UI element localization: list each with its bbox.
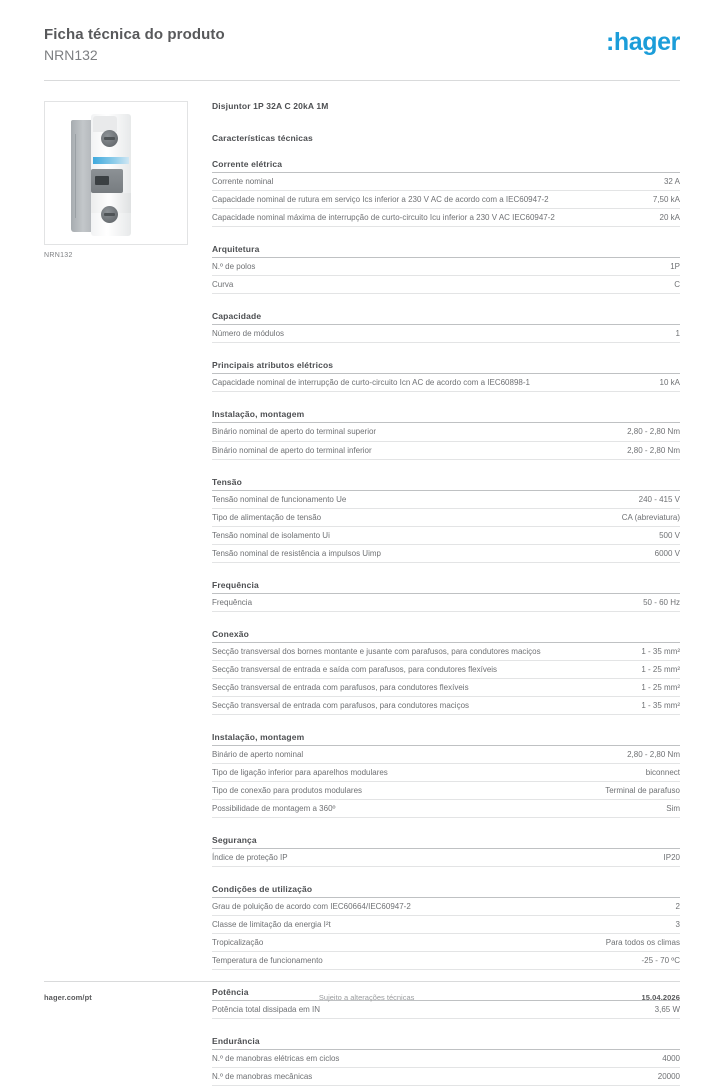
spec-row [212,594,680,612]
spec-row-label: N.º de manobras mecânicas [212,1072,313,1082]
spec-row-label: Número de módulos [212,329,285,339]
spec-row-value: 2 [675,901,680,911]
spec-row [212,898,680,916]
spec-row [212,764,680,782]
spec-row-value: 2,80 - 2,80 Nm [627,427,680,437]
spec-group [212,732,680,818]
footer-disclaimer: Sujeito a alterações técnicas [318,993,415,1002]
header-titles [44,26,225,64]
header-divider [44,80,680,81]
spec-row-value: 2,80 - 2,80 Nm [627,445,680,455]
spec-group [212,580,680,612]
spec-row-value: 32 A [663,177,680,187]
product-name: Disjuntor 1P 32A C 20kA 1M [212,101,329,112]
breaker-status-window [95,176,109,185]
spec-row-label: Tropicalização [212,938,264,948]
spec-row-value: 240 - 415 V [638,494,680,504]
spec-row-value: CA (abreviatura) [621,512,680,522]
spec-group-heading: Potência [212,987,680,1001]
spec-row-value: -25 - 70 ºC [641,956,680,966]
spec-row-label: Binário nominal de aperto do terminal superior [212,427,377,437]
spec-group [212,360,680,392]
spec-row-value: 20 kA [659,213,680,223]
spec-group-heading: Tensão [212,477,680,491]
product-image-column [44,101,190,259]
spec-row-label: Binário de aperto nominal [212,749,304,759]
specifications-column [212,101,680,1086]
product-image [44,101,188,245]
spec-group [212,244,680,294]
spec-group-heading: Endurância [212,1036,680,1050]
circuit-breaker-illustration [71,114,145,236]
spec-row-label: Secção transversal de entrada e saída com parafusos, para condutores flexíveis [212,664,498,674]
spec-row-value: 3 [675,920,680,929]
spec-row [212,325,680,343]
spec-row-label: Tipo de alimentação de tensão [212,512,322,522]
spec-row [212,849,680,867]
spec-row [212,916,680,934]
spec-row [212,746,680,764]
spec-group [212,835,680,867]
spec-row-value: 7,50 kA [652,195,680,205]
spec-row-value: 4000 [662,1054,680,1064]
product-image-caption: NRN132 [44,252,73,260]
spec-row-value: Para todos os climas [605,938,680,948]
spec-row-label: Possibilidade de montagem a 360º [212,803,336,813]
spec-row [212,800,680,818]
page-footer [44,981,680,1002]
spec-row [212,661,680,679]
spec-group [212,477,680,563]
spec-group [212,1036,680,1086]
spec-row-label: Tipo de conexão para produtos modulares [212,785,363,795]
spec-row-label: Binário nominal de aperto do terminal inferior [212,445,372,455]
footer-date: 15.04.2026 [641,993,680,1002]
spec-row-label: Secção transversal de entrada com parafusos, para condutores flexíveis [212,682,469,692]
spec-group-heading: Instalação, montagem [212,409,680,423]
spec-row [212,643,680,661]
footer-website-link[interactable]: hager.com/pt [44,993,92,1002]
spec-row [212,1001,680,1019]
spec-row-label: Temperatura de funcionamento [212,956,323,966]
spec-group-heading: Arquitetura [212,244,680,258]
spec-group-heading: Condições de utilização [212,884,680,898]
spec-row-value: 1 - 25 mm² [641,682,680,692]
specifications-title: Características técnicas [212,133,313,144]
brand-name: hager [613,28,680,56]
spec-row-value: 1 [675,329,680,339]
spec-row-label: Tensão nominal de resistência a impulsos Uimp [212,548,381,558]
spec-row-label: Potência total dissipada em IN [212,1005,321,1015]
spec-row-value: Terminal de parafuso [605,785,680,795]
page-header [44,0,680,64]
spec-row-value: Sim [666,803,680,813]
spec-row-label: Capacidade nominal de rutura em serviço Ics inferior a 230 V AC de acordo com a IEC60947-2 [212,195,549,205]
spec-row [212,276,680,294]
spec-row-label: Tensão nominal de isolamento Ui [212,530,330,540]
spec-row-value: 3,65 W [654,1005,680,1015]
spec-row [212,527,680,545]
spec-row-label: Grau de poluição de acordo com IEC60664/IEC60947-2 [212,901,411,911]
spec-group [212,409,680,459]
spec-row-label: Capacidade nominal de interrupção de curto-circuito Icn AC de acordo com a IEC60898-1 [212,378,530,388]
spec-row [212,1068,680,1086]
colon-mark-icon: : [605,28,614,56]
spec-row-value: 50 - 60 Hz [643,597,680,607]
spec-row [212,679,680,697]
spec-row-value: IP20 [663,852,680,862]
breaker-side-panel [71,120,93,232]
footer-row [44,993,680,1002]
spec-row [212,697,680,715]
footer-divider [44,981,680,982]
spec-row [212,934,680,952]
spec-group [212,159,680,227]
spec-group-heading: Corrente elétrica [212,159,680,173]
spec-group-heading: Capacidade [212,311,680,325]
spec-row-label: Tensão nominal de funcionamento Ue [212,494,347,504]
spec-group-heading: Principais atributos elétricos [212,360,680,374]
spec-group-heading: Frequência [212,580,680,594]
spec-group-heading: Instalação, montagem [212,732,680,746]
spec-group-heading: Segurança [212,835,680,849]
spec-row [212,374,680,392]
spec-row-label: Curva [212,280,234,290]
hager-logo [606,30,680,55]
page-title: Ficha técnica do produto [44,26,225,43]
spec-row [212,1050,680,1068]
spec-row-value: 500 V [659,530,680,540]
spec-row [212,423,680,441]
spec-row-value: C [674,280,680,290]
specification-groups [212,159,680,1086]
spec-row [212,173,680,191]
spec-group [212,629,680,715]
spec-row [212,442,680,460]
spec-row-label: Corrente nominal [212,177,274,187]
spec-row-label: Secção transversal dos bornes montante e jusante com parafusos, para condutores maciços [212,646,541,656]
spec-row-value: 1 - 35 mm² [641,646,680,656]
spec-row-value: 1 - 35 mm² [641,700,680,710]
spec-row [212,782,680,800]
spec-row-value: 6000 V [654,548,680,558]
spec-row [212,491,680,509]
spec-row [212,952,680,970]
spec-row-label: N.º de manobras elétricas em ciclos [212,1054,340,1064]
product-reference: NRN132 [44,46,98,63]
spec-row [212,545,680,563]
spec-row-value: biconnect [645,767,680,777]
breaker-brand-stripe [93,157,129,164]
spec-row-label: N.º de polos [212,262,256,272]
spec-group [212,311,680,343]
spec-row-label: Classe de limitação da energia I²t [212,920,331,929]
spec-row [212,191,680,209]
spec-row-label: Secção transversal de entrada com parafusos, para condutores maciços [212,700,470,710]
spec-row-label: Capacidade nominal máxima de interrupção de curto-circuito Icu inferior a 230 V AC IEC60947-2 [212,213,555,223]
spec-row [212,509,680,527]
spec-row-value: 1P [670,262,680,272]
spec-row-value: 2,80 - 2,80 Nm [627,749,680,759]
spec-row-value: 10 kA [659,378,680,388]
spec-group-heading: Conexão [212,629,680,643]
spec-row-value: 20000 [657,1072,680,1082]
spec-row-label: Frequência [212,597,253,607]
page-content [44,101,680,1086]
spec-row-label: Índice de proteção IP [212,852,288,862]
spec-row-value: 1 - 25 mm² [641,664,680,674]
spec-row [212,258,680,276]
spec-row-label: Tipo de ligação inferior para aparelhos modulares [212,767,388,777]
spec-group [212,884,680,970]
spec-row [212,209,680,227]
